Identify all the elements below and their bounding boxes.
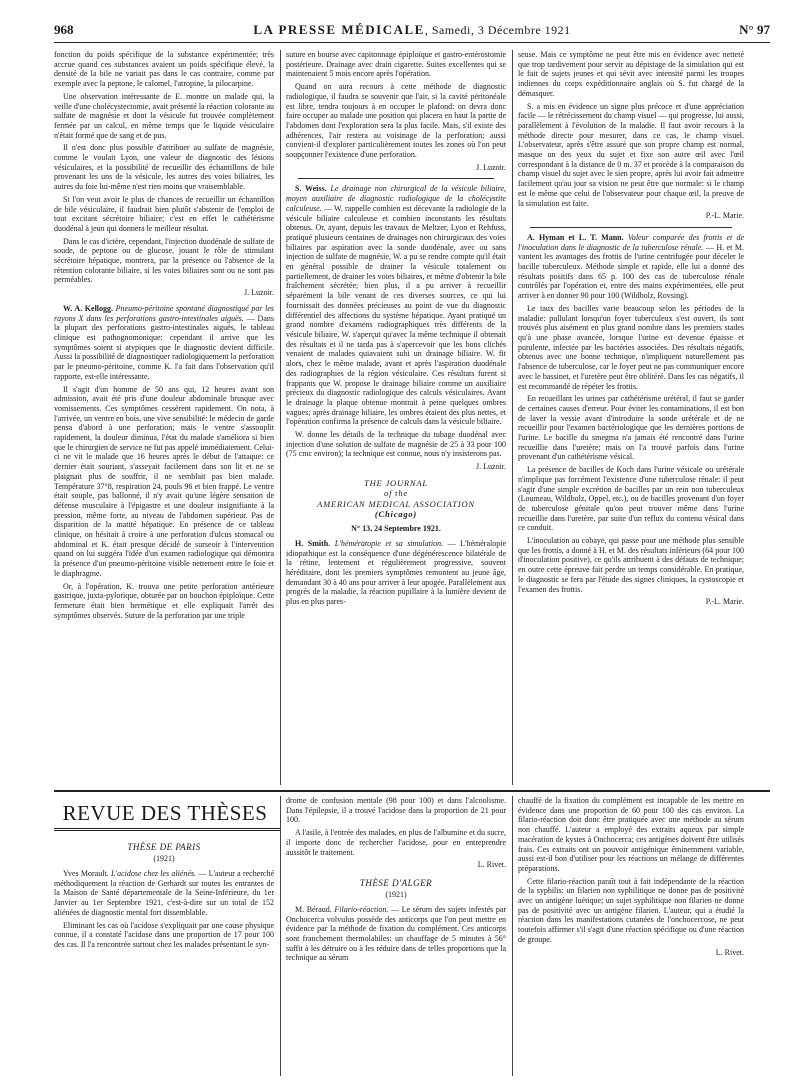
- author-signature: L. Rivet.: [477, 860, 506, 870]
- journal-heading-city: (Chicago): [374, 509, 418, 520]
- thesis-title: Filario-réaction.: [334, 904, 389, 914]
- author-signature: J. Luzoir.: [244, 288, 274, 298]
- article-author: A. Hyman et L. T. Mann.: [527, 232, 624, 242]
- article-title: Le drainage non chirurgical de la vésicule biliaire, moyen auxiliaire de diagnostic radiologique de la cholécystite calculeuse.: [286, 184, 506, 213]
- author-signature: J. Luzoir.: [476, 462, 506, 472]
- author-signature: L. Rivet.: [715, 947, 744, 957]
- journal-section-heading: [286, 478, 506, 520]
- paragraph: fonction du poids spécifique de la substance expérimentée; très accrue quand ces substances avaient un poids spécifique élevé, la densité de la bile ne variait pas dans le cas contraire, comme par exemple avec la peptone, le calomel, l'atropine, la pilocarpine.: [54, 50, 274, 89]
- author-signature: P.-L. Marie.: [705, 211, 744, 221]
- paragraph: suture en bourse avec capitonnage épiploïque et gastro-entérostomie postérieure. Drainage avec drain cigarette. Suites excellentes qui se maintenaient 5 mois encore après l'opération.: [286, 50, 506, 79]
- issue-date: , Samedi, 3 Décembre 1921: [424, 23, 571, 37]
- theses-column-3: [518, 796, 744, 1076]
- column-divider: [512, 50, 513, 785]
- thesis-author: Yves Morault.: [63, 869, 109, 878]
- paragraph: Eliminant les cas où l'acidose s'expliquait par une cause physique connue, il a constaté l'acidose dans une proportion de 17 pour 100 des cas. Il l'a rencontrée surtout chez les malades présentant le syn-: [54, 920, 274, 949]
- theses-column-1: [54, 834, 274, 1074]
- journal-masthead: [54, 22, 770, 38]
- column-2: [286, 50, 506, 785]
- journal-heading-line: THE JOURNAL: [364, 477, 428, 488]
- article-title: L'hémératopie et sa simulation.: [334, 538, 444, 548]
- section-divider: [54, 790, 770, 792]
- thesis-year: (1921): [385, 889, 407, 899]
- paragraph: Une observation intéressante de E. montre un malade qui, la veille d'une cholécystectomie, avait présenté la réaction colorante au sulfate de magnésie et dont la vésicule fut trouvée complètement fermée par un calcul, en même temps que le liquide vésiculaire n'était formé que de sang et de pus.: [54, 91, 274, 140]
- author-signature: J. Luzoir.: [476, 162, 506, 172]
- journal-heading-line: AMERICAN MEDICAL ASSOCIATION: [317, 498, 475, 509]
- article-text: — W. rappelle combien est décevante la radiologie de la vésicule biliaire calculeuse et combien inconstants les résultats obtenus. Or, ayant, depuis les travaux de Meltzer, Lyon et Rehfuss, pratiqué plusieurs centaines de drainages non chirurgicaux des voies biliaires par aspiration avec la sonde duodénale, avec ou sans injection de sulfate de magnésie, W. a pu se rendre compte qu'il était en général possible de drainer la vésicule totalement ou partiellement, de drainer les voies biliaires, et même d'obtenir la bile fraîchement sécrétée; bien plus, il a pu arriver à recueillir séparément la bile venant de ces diverses sources, ce qui lui fournissait des données précieuses au point de vue du diagnostic différentiel des affections du système hépatique. Ayant pratiqué un grand nombre d'examens radiographiques très différents de la vésicule biliaire, W. s'aperçut qu'avec la même technique il obtenait des résultats et il ne tarda pas à s'apercevoir que les bons clichés venaient de malades quiavaient subi un drainage biliaire. W. fit alors, chez le même malade, avant et après l'aspiration duodénale des radiographies de la région vésiculaire. Ces résultats furent si frappants que W. propose le drainage biliaire comme un auxiliaire précieux du diagnostic radiologique des calculs vésiculaires. Avant le drainage la plaque obtenue montrait à peine quelques ombres vagues; après drainage biliaire, les ombres étaient des plus nettes, et l'opération confirma la présence de calculs dans la vésicule biliaire.: [286, 203, 506, 427]
- paragraph: Il n'est donc plus possible d'attribuer au sulfate de magnésie, comme le voulait Lyon, une valeur de diagnostic des lésions vésiculaires, et la possibilité de recueillir des échantillons de bile provenant les uns de la vésicule, les autres des voies biliaires, les autres du foie lui-même n'est rien moins que vraisemblable.: [54, 143, 274, 192]
- paragraph: Cette filario-réaction paraît tout à fait indépendante de la réaction de la syphilis: un filarien non syphilitique ne donne pas de positivité avec un antigène luétique; un sujet syphilitique non filarien ne donne pas de positivité avec un antigène filarien. L'auteur, qui a étudié la réaction dans les manifestations cutanées de l'onchocercose, ne peut toutefois affirmer s'il s'agit d'une réaction spécifique ou d'une réaction de groupe.: [518, 876, 744, 944]
- issue-number: N° 97: [739, 22, 770, 37]
- thesis-text: — L'auteur a recherché méthodiquement la réaction de Gerhardt sur toutes les entrantes de la Maison de Santé départementale de la Seine-Inférieure, du 1er Janvier au 1er Septembre 1921, c'est-à-dire sur un total de 152 aliénées de diagnostic mental fort dissemblable.: [54, 869, 274, 917]
- column-divider: [512, 796, 513, 1076]
- thesis-beraud: [286, 905, 506, 963]
- separator: [530, 227, 732, 228]
- article-text: — L'héméralopie idiopathique est la conséquence d'une dégénérescence bilatérale de la rétine, lentement et régulièrement progressive, souvent héréditaire, dont les premiers symptômes remontent au jeune âge, demandant 30 à 40 ans pour arriver à leur apogée. Parallèlement aux progrès de la maladie, la réaction pupillaire à la lumière devient de plus en plus pares-: [286, 538, 506, 607]
- journal-heading-line: of the: [384, 488, 408, 499]
- section-title: REVUE DES THÈSES: [62, 801, 268, 825]
- paragraph: Le taux des bacilles varie beaucoup selon les périodes de la maladie: pullulant lorsqu'un foyer tuberculeux s'est ouvert, ils sont trouvés plus aisément en plus grand nombre dans les premiers stades qu'à une phase avancée, lorsque l'urine est devenue épaisse et purulente, infectée par les bactéries associées. Des résultats négatifs, obtenus avec une bonne technique, n'impliquent naturellement pas l'absence de tuberculose, car le foyer peut ne pas communiquer encore avec le bassinet, et l'uretère peut être oblitéré. Dans les cas négatifs, il est recommandé de répéter les frottis.: [518, 303, 744, 391]
- column-divider: [280, 50, 281, 785]
- article-smith: [286, 539, 506, 607]
- article-author: W. A. Kellogg.: [63, 303, 114, 313]
- journal-title: LA PRESSE MÉDICALE: [253, 22, 425, 37]
- paragraph: S. a mis en évidence un signe plus précoce et d'une appréciation facile — le rétrécissement du champ visuel — qui progresse, lui aussi, parallèlement à l'évolution de la maladie. Il faut avoir recours à la méthode directe pour mesurer, dans ce cas, le champ visuel. L'observateur, après s'être assuré que son propre champ est normal, masque un des yeux du sujet et fixe son autre œil avec l'œil correspondant à la distance de 0 m. 37 et procède à la comparaison du champ visuel du sujet avec le sien propre, après lui avoir fait admettre facilement qu'au jour sa vision ne peut être que normale: si le champ est le même que celui de l'observateur pour chaque œil, la preuve de la simulation est faite.: [518, 101, 744, 208]
- paragraph: L'inoculation au cobaye, qui passe pour une méthode plus sensible que les frottis, a donné à H. et M. des résultats inférieurs (64 pour 100 d'inoculation positive), ce qu'ils attribuent à des défauts de technique; en outre cette épreuve fait perdre un temps considérable. En pratique, le diagnostic se fera par l'étude des signes cliniques, la cystoscopie et l'examen des frottis.: [518, 536, 744, 594]
- paragraph: W. donne les détails de la technique du tubage duodénal avec injection d'une solution de sulfate de magnésie de 25 à 33 pour 100 (75 cmc environ); la technique est connue, nous n'y insisterons pas.: [286, 430, 506, 459]
- article-text: — H. et M. vantent les avantages des frottis de l'urine centrifugée pour déceler le bacille tuberculeux. Méthode simple et rapide, elle lui a donné des résultats positifs dans 65 p. 100 des cas de tuberculose rénale contrôlés par l'opération et, entre des mains expérimentées, elle peut arriver à en donner 90 pour 100 (Wildbolz, Rovsing).: [518, 242, 744, 301]
- column-1: [54, 50, 274, 785]
- article-text: — Dans la plupart des perforations gastro-intestinales aiguës, le tableau clinique est pathognomonique: cependant il arrive que les symptômes soient si atypiques que le diagnostic devient difficile. Aussi la possibilité de diagnostiquer radiologiquement la perforation par le pneumo-péritoine, comme K. l'a fait dans l'observation qu'il rapporte, est-elle intéressante.: [54, 313, 274, 381]
- thesis-year: (1921): [153, 854, 175, 863]
- paragraph: Or, à l'opération, K. trouva une petite perforation antérieure gastrique, juxta-pylorique, obturée par un bouchon épiploïque. Cette fermeture était bien hermétique et elle expliquait l'arrêt des symptômes observés. Suture de la perforation par une triple: [54, 581, 274, 620]
- paragraph: A l'asile, à l'entrée des malades, en plus de l'albumine et du sucre, il importe donc de rechercher l'acidose, pour en entreprendre aussitôt le traitement.: [286, 828, 506, 857]
- author-signature: P.-L. Marie.: [705, 597, 744, 607]
- separator: [298, 178, 494, 179]
- article-kellogg: [54, 304, 274, 382]
- paragraph: chauffé de la fixation du complément est incapable de les mettre en évidence dans une proportion de 60 pour 100 des cas environ. La filario-réaction doit donc être pratiquée avec une méthode au sérum non chauffé. L'auteur a employé des extraits aqueux par simple macération de kystes à Onchocerca; ces antigènes doivent être utilisés frais. Ces extraits ont un pouvoir antigénique éminemment variable, aussi est-il bon d'utiliser pour les réactions un mélange de différentes préparations.: [518, 796, 744, 873]
- article-author: S. Weiss.: [295, 184, 327, 194]
- paragraph: Quand on aura recours à cette méthode de diagnostic radiologique, il faudra se souvenir que l'air, si la cavité péritonéale est libre, tendra toujours à en occuper le plafond: on devra donc faire occuper au malade une position qui placera en haut la partie de l'abdomen dont l'exploration sera la plus facile. Mais, s'il existe des adhérences, l'air restera au voisinage de la perforation; aussi convient-il d'explorer particulièrement toutes les zones où l'on peut soupçonner l'existence d'une perforation.: [286, 82, 506, 160]
- paragraph: En recueillant les urines par cathétérisme urétéral, il faut se garder de certaines causes d'erreur. Pour éviter les contaminations, il est bon de laver la vessie avant d'introduire la sonde urétérale et de ne recueillir pour l'examen bactériologique que les dernières portions de l'urine. Le bacille du smegma n'a jamais été rencontré dans l'urine recueillie dans l'uretère; mais on l'a trouvé parfois dans l'urine provenant d'un cathétérisme vésical.: [518, 394, 744, 462]
- column-3: [518, 50, 744, 785]
- article-title: Valeur comparée des frottis et de l'inoculation dans le diagnostic de la tuberculose rénale.: [518, 232, 744, 252]
- page-header: [54, 20, 770, 43]
- thesis-text: — Le sérum des sujets infestés par Onchocerca volvulus possède des anticorps que l'on peut mettre en évidence par la méthode de fixation du complément. Ces anticorps sont franchement thermolabiles: un chauffage de 5 minutes à 56° suffit à les détruire ou à les réduire dans de telles proportions que la technique au sérum: [286, 904, 506, 963]
- thesis-author: M. Béraud.: [295, 904, 332, 914]
- paragraph: seuse. Mais ce symptôme ne peut être mis en évidence avec netteté que trop tardivement pour servir au dépistage de la simulation qui est le fait de sujets jeunes et qui sévit avec intensité parmi les troupes indiennes du corps expéditionnaire anglais où S. fut chargé de la démasquer.: [518, 50, 744, 98]
- thesis-heading: THÈSE DE PARIS: [127, 842, 201, 852]
- page-number: 968: [54, 22, 74, 37]
- article-hyman-mann: [518, 233, 744, 301]
- paragraph: La présence de bacilles de Koch dans l'urine vésicale ou urétérale n'implique pas forcément l'existence d'une tuberculose rénale: il peut s'agir d'une simple excrétion de bacilles par un rein non tuberculeux (Loumeau, Wildbolz, Oppel, etc.), ou de bacilles provenant d'un foyer de tuberculose génitale qu'on peut trouver même dans l'urine recueillie dans l'uretère, par suite d'un reflux du contenu vésical dans ce conduit.: [518, 465, 744, 533]
- title-rule: [54, 828, 280, 831]
- article-title: Pneumo-péritoine spontané diagnostiqué par les rayons X dans les perforations gastro-intestinales aiguës.: [54, 303, 274, 323]
- paragraph: Il s'agit d'un homme de 50 ans qui, 12 heures avant son admission, avait été pris d'une douleur abdominale brusque avec vomissements. Ces symptômes cessèrent rapidement. On nota, à l'arrivée, un ventre en bois, une vive sensibilité: le médecin de garde pensa d'abord à une perforation; mais le ventre s'assouplit rapidement, la douleur diminua, l'état du malade s'améliora si bien que le chirurgien de service ne fut pas appelé immédiatement. Celui-ci ne vit le malade que 16 heures après le début de l'attaque: ce dernier était souriant, s'asseyait facilement dans son lit et ne se plaignait plus de souffrir, il ne semblait pas bien malade. Température 37°8, respiration 24, pouls 96 et bien frappé. Le ventre était souple, pas ballonné, il n'y avait qu'une légère sensation de défense musculaire à l'épigastre et une douleur insignifiante à la pression, même forte, au niveau de l'abdomen supérieur. Pas de disparition de la matité hépatique. En présence de ce tableau clinique, on hésitait à croire à une perforation d'ulcus stomacal ou abdominal et K. était presque décidé de surseoir à l'intervention quand on lui suggéra l'idée d'un examen radiologique qui démontra la présence d'un pneumo-péritoine visible nettement entre le foie et le diaphragme.: [54, 384, 274, 578]
- theses-column-2: [286, 796, 506, 1076]
- thesis-heading: THÈSE D'ALGER: [359, 877, 433, 888]
- paragraph: Dans le cas d'ictère, cependant, l'injection duodénale de sulfate de soude, de peptone ou de glucose, jouant le rôle de stimulant sécrétoire hépatique, montrera, par la présence ou l'absence de la rétention colorante biliaire, si les voies biliaires sont ou ne sont pas perméables.: [54, 236, 274, 285]
- column-divider: [280, 796, 281, 1076]
- article-weiss: [286, 184, 506, 427]
- paragraph: drome de confusion mentale (98 pour 100) et dans l'alcoolisme. Dans l'épilepsie, il a trouvé l'acidose dans la proportion de 21 pour 100.: [286, 796, 506, 825]
- thesis-title: L'acidose chez les aliénés.: [110, 869, 197, 878]
- journal-issue-line: N° 13, 24 Septembre 1921.: [351, 523, 441, 533]
- thesis-morault: [54, 869, 274, 918]
- paragraph: Si l'on veut avoir le plus de chances de recueillir un échantillon de bile vésiculaire, il faudrait bien plutôt s'abstenir de l'emploi de tout excitant sécrétoire biliaire; c'est en effet le cathétérisme duodénal à jeun qui donnera le meilleur résultat.: [54, 194, 274, 233]
- article-author: H. Smith.: [295, 538, 331, 548]
